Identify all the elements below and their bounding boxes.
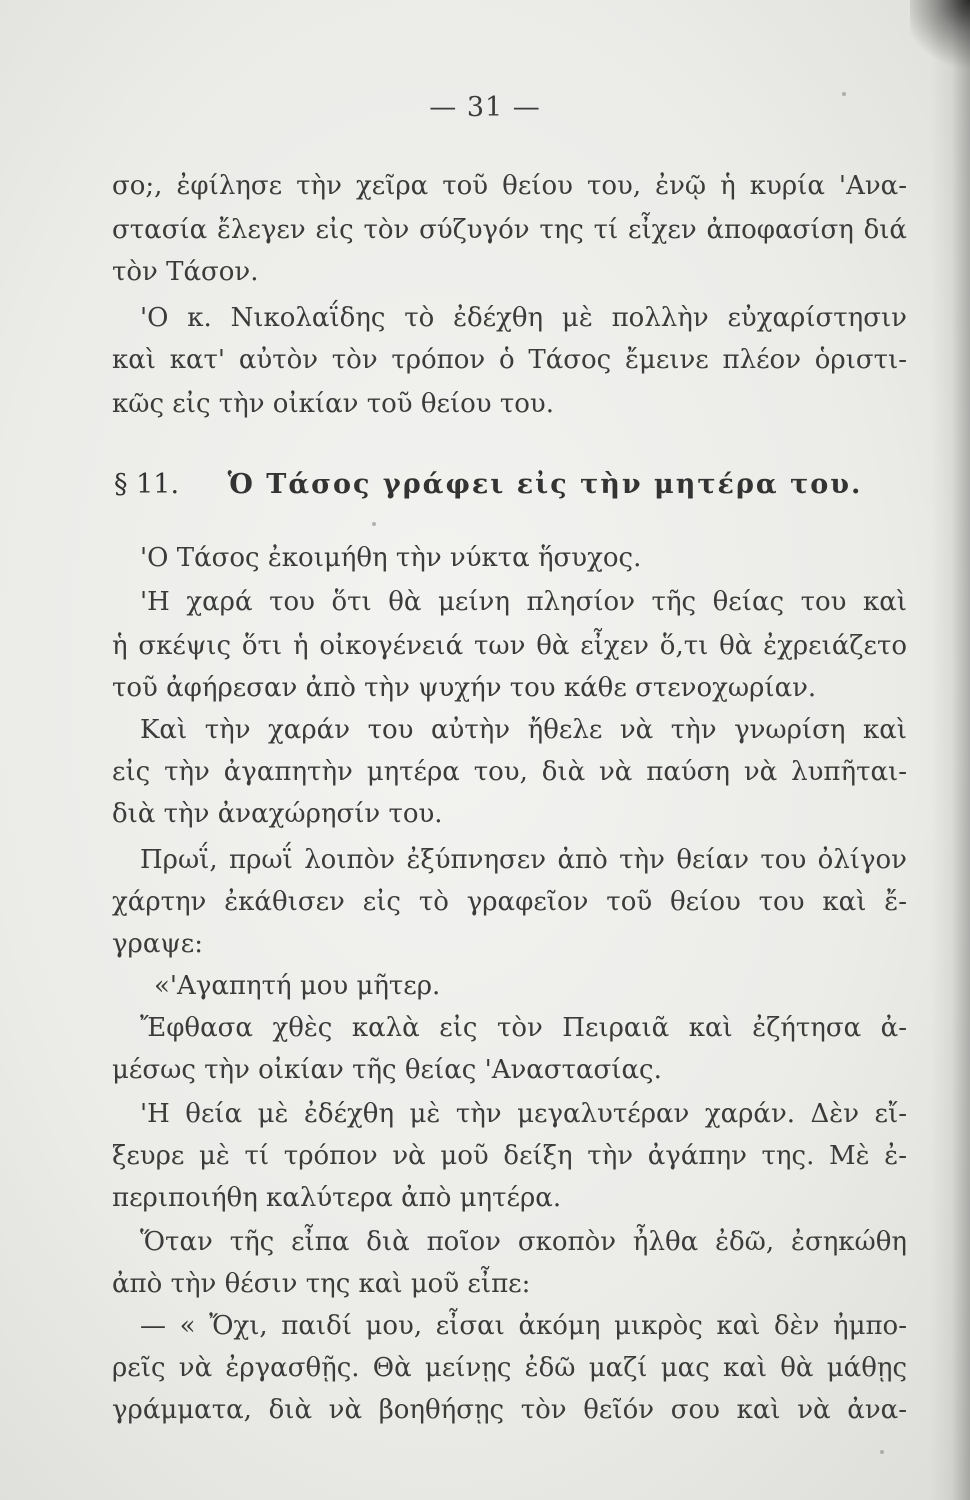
text-line: κῶς εἰς τὴν οἰκίαν τοῦ θείου του. [112,389,554,419]
text-line: 'Ο κ. Νικολαΐδης τὸ ἐδέχθη μὲ πολλὴν εὐχαρίστησιν [140,303,907,333]
text-line: σο;, ἐφίλησε τὴν χεῖρα τοῦ θείου του, ἐνῷ ἡ κυρία 'Ανα- [112,171,907,201]
text-line: τοῦ ἀφήρεσαν ἀπὸ τὴν ψυχήν του κάθε στενοχωρίαν. [112,673,817,703]
text-line: Καὶ τὴν χαράν του αὐτὴν ἤθελε νὰ τὴν γνωρίση καὶ [140,715,907,745]
text-line: Ὅταν τῆς εἶπα διὰ ποῖον σκοπὸν ἦλθα ἐδῶ, ἐσηκώθη [140,1227,907,1257]
paper-speck [880,1450,884,1454]
text-line: χάρτην ἐκάθισεν εἰς τὸ γραφεῖον τοῦ θείου του καὶ ἔ- [112,887,907,917]
paper-speck [842,92,846,96]
text-line: ἡ σκέψις ὅτι ἡ οἰκογένειά των θὰ εἶχεν ὅ,τι θὰ ἐχρειάζετο [112,631,907,661]
text-line: 'Ο Τάσος ἐκοιμήθη τὴν νύκτα ἥσυχος. [140,543,642,573]
paper-speck [372,522,376,526]
text-line: Πρωΐ, πρωΐ λοιπὸν ἐξύπνησεν ἀπὸ τὴν θείαν του ὀλίγον [140,845,907,875]
text-line: στασία ἔλεγεν εἰς τὸν σύζυγόν της τί εἶχεν ἀποφασίση διά [112,215,907,245]
text-line: τὸν Τάσον. [112,257,259,287]
text-line: — « Ὄχι, παιδί μου, εἶσαι ἀκόμη μικρὸς καὶ δὲν ἠμπο- [140,1311,907,1341]
text-line: καὶ κατ' αὐτὸν τὸν τρόπον ὁ Τάσος ἔμεινε πλέον ὁριστι- [112,345,907,375]
text-line: περιποιήθη καλύτερα ἀπὸ μητέρα. [112,1183,562,1213]
text-line: εἰς τὴν ἀγαπητὴν μητέρα του, διὰ νὰ παύση νὰ λυπῆται- [112,757,907,787]
text-line: διὰ τὴν ἀναχώρησίν του. [112,799,443,829]
text-line: «'Αγαπητή μου μῆτερ. [154,971,441,1001]
section-number: § 11. [114,469,180,500]
text-line: μέσως τὴν οἰκίαν τῆς θείας 'Αναστασίας. [112,1055,662,1085]
page-number: — 31 — [429,92,541,123]
page-edge-shadow [930,0,970,1500]
text-line: 'Η χαρά του ὅτι θὰ μείνη πλησίον τῆς θείας του καὶ [140,587,907,617]
text-line: 'Η θεία μὲ ἐδέχθη μὲ τὴν μεγαλυτέραν χαράν. Δὲν εἴ- [140,1099,907,1129]
text-line: Ἔφθασα χθὲς καλὰ εἰς τὸν Πειραιᾶ καὶ ἐζήτησα ἀ- [140,1013,907,1043]
text-line: ξευρε μὲ τί τρόπον νὰ μοῦ δείξη τὴν ἀγάπην της. Μὲ ἐ- [112,1141,907,1171]
section-heading [114,462,914,508]
text-line: ἀπὸ τὴν θέσιν της καὶ μοῦ εἶπε: [112,1269,531,1299]
section-title: Ὁ Τάσος γράφει εἰς τὴν μητέρα του. [227,469,863,500]
page-corner-stain [910,0,970,70]
text-line: γραψε: [112,929,203,959]
text-line: ρεῖς νὰ ἐργασθῇς. Θὰ μείνῃς ἐδῶ μαζί μας καὶ θὰ μάθῃς [112,1353,907,1383]
text-line: γράμματα, διὰ νὰ βοηθήσῃς τὸν θεῖόν σου καὶ νὰ ἀνα- [112,1395,907,1425]
